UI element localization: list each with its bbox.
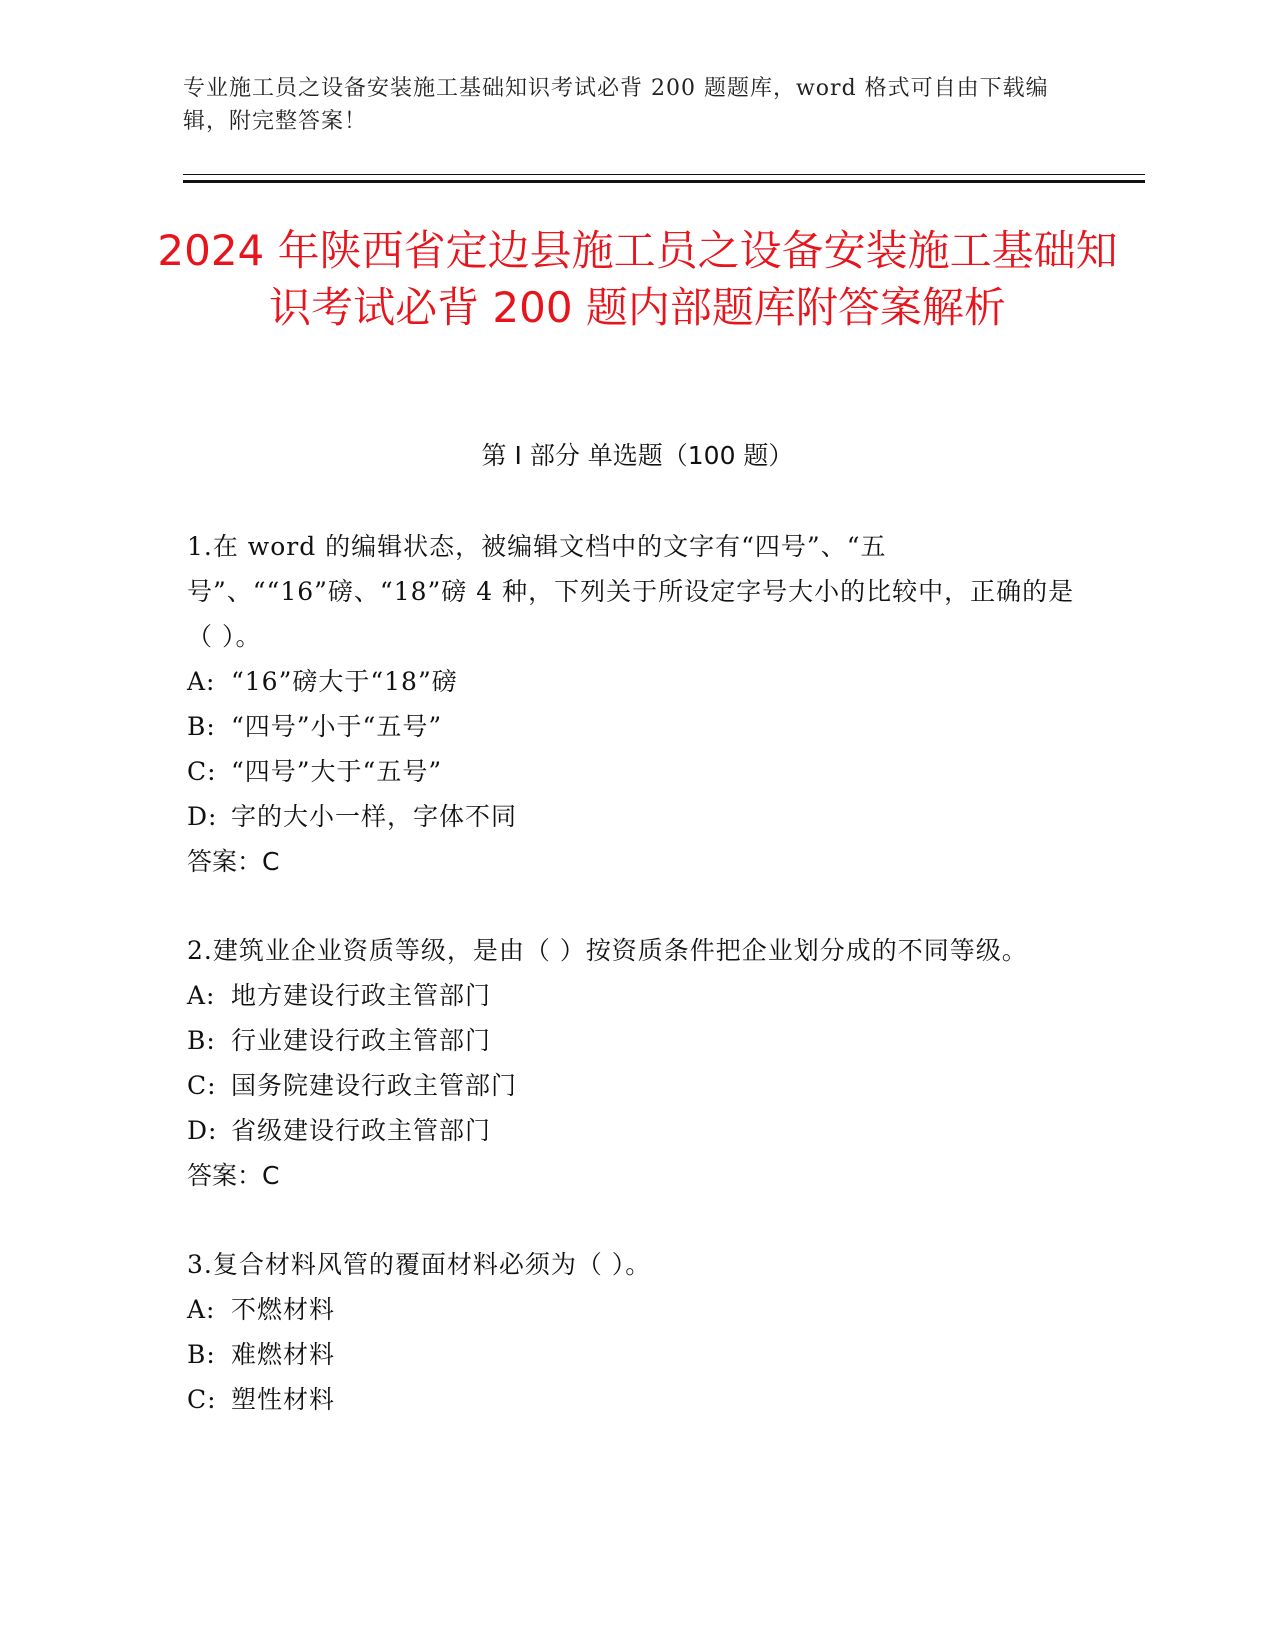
section-title: 第 I 部分 单选题（100 题） (481, 441, 794, 470)
answer: 答案：C (187, 847, 280, 876)
option-c (187, 1377, 1087, 1422)
option-letter: D: (187, 802, 218, 831)
option-text: “四号”小于“五号” (231, 712, 443, 741)
option-text: 塑性材料 (231, 1385, 336, 1414)
option-text: “四号”大于“五号” (231, 757, 443, 786)
header-divider-thick (183, 180, 1145, 183)
option-letter: A: (187, 981, 216, 1010)
option-d (187, 794, 1087, 839)
header-divider-thin (183, 174, 1145, 175)
option-letter: C: (187, 1071, 217, 1100)
option-a (187, 973, 1087, 1018)
option-letter: A: (187, 1295, 216, 1324)
answer: 答案：C (187, 1161, 280, 1190)
option-letter: C: (187, 1385, 217, 1414)
question-stem: 3.复合材料风管的覆面材料必须为（ ）。 (187, 1250, 652, 1279)
option-a (187, 659, 1087, 704)
question-3 (187, 1242, 1087, 1422)
option-c (187, 1063, 1087, 1108)
header-note: 专业施工员之设备安装施工基础知识考试必背 200 题题库，word 格式可自由下载编辑，附完整答案！ (183, 76, 1049, 134)
option-b (187, 1332, 1087, 1377)
option-b (187, 1018, 1087, 1063)
option-letter: C: (187, 757, 217, 786)
option-d (187, 1108, 1087, 1153)
option-text: 难燃材料 (231, 1340, 336, 1369)
option-letter: D: (187, 1116, 218, 1145)
option-letter: B: (187, 1340, 216, 1369)
question-list (187, 524, 1087, 1466)
option-letter: A: (187, 667, 216, 696)
question-stem: 2.建筑业企业资质等级，是由（ ）按资质条件把企业划分成的不同等级。 (187, 936, 1028, 965)
question-stem: 1.在 word 的编辑状态，被编辑文档中的文字有“四号”、“五号”、““16”磅、“18”磅 4 种，下列关于所设定字号大小的比较中，正确的是（ ）。 (187, 532, 1075, 651)
option-text: 国务院建设行政主管部门 (231, 1071, 518, 1100)
option-text: 行业建设行政主管部门 (231, 1026, 492, 1055)
option-text: 省级建设行政主管部门 (231, 1116, 492, 1145)
document-title: 2024 年陕西省定边县施工员之设备安装施工基础知识考试必背 200 题内部题库附答案解析 (157, 226, 1118, 332)
option-text: 字的大小一样，字体不同 (231, 802, 518, 831)
question-1 (187, 524, 1087, 884)
option-letter: B: (187, 1026, 216, 1055)
option-letter: B: (187, 712, 216, 741)
option-text: “16”磅大于“18”磅 (231, 667, 458, 696)
question-2 (187, 928, 1087, 1198)
option-b (187, 704, 1087, 749)
option-a (187, 1287, 1087, 1332)
option-text: 不燃材料 (231, 1295, 336, 1324)
option-c (187, 749, 1087, 794)
option-text: 地方建设行政主管部门 (231, 981, 492, 1010)
